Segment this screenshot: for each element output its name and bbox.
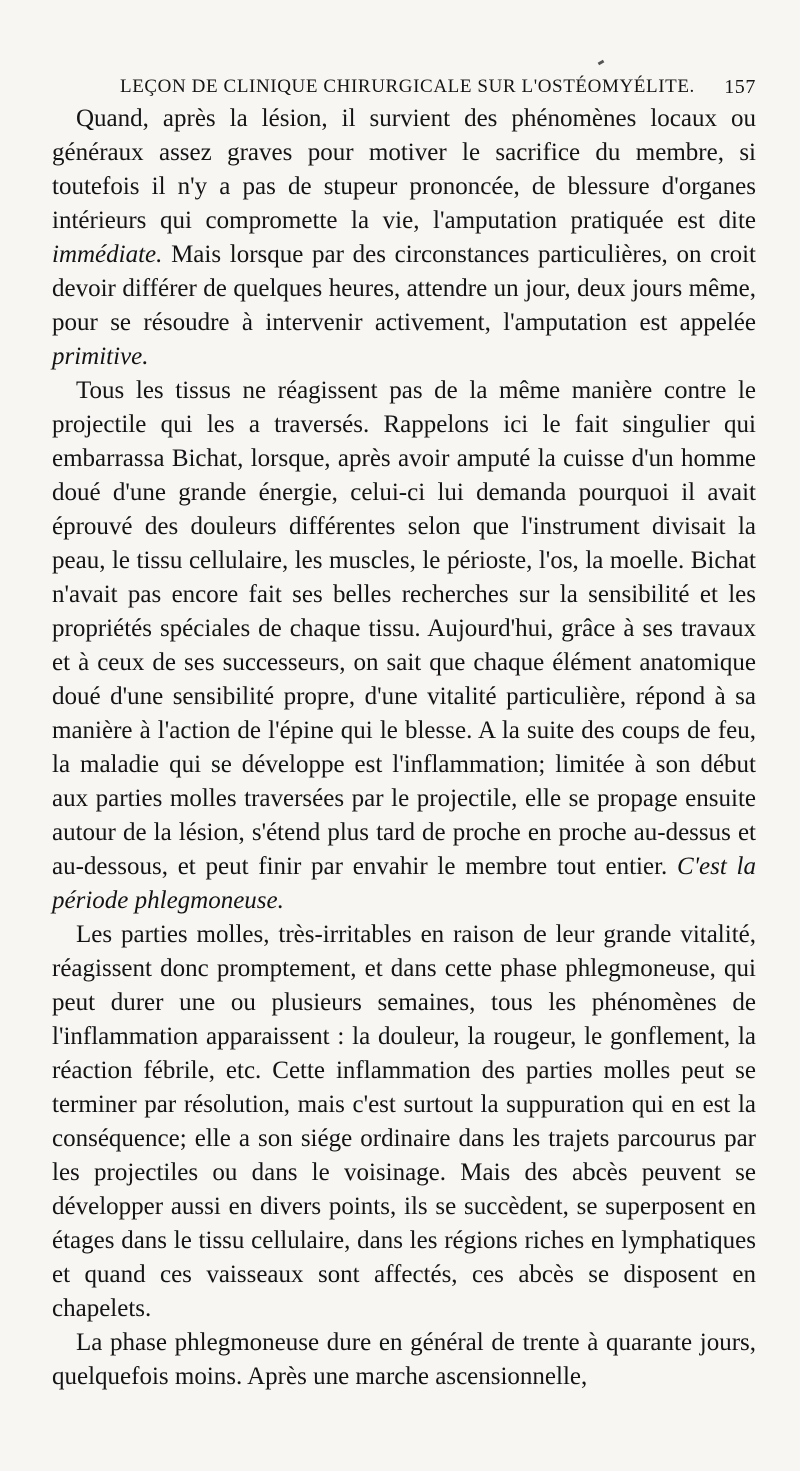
phrase-periode-phlegmoneuse: C'est la période phlegmoneuse.	[52, 853, 756, 914]
paragraph-3: Les parties molles, très-irritables en raison de leur grande vitalité, réagissent donc promptement, et dans cette phase phlegmoneuse, qui peut durer une ou plusieurs semaines, tous les phénomènes de l'inflammation apparaissent : la douleur, la rougeur, le gonflement, la réaction fébrile, etc. Cette inflammation des parties molles peut se terminer par résolution, mais c'est surtout la suppuration qui en est la conséquence; elle a son siége ordinaire dans les trajets parcourus par les projectiles ou dans le voisinage. Mais des abcès peuvent se développer aussi en divers points, ils se succèdent, se superposent en étages dans le tissu cellulaire, dans les régions riches en lymphatiques et quand ces vaisseaux sont affectés, ces abcès se disposent en chapelets.	[52, 921, 756, 1322]
page-number: 157	[724, 76, 756, 98]
page-header	[52, 70, 756, 102]
body-text	[52, 102, 756, 1394]
paragraph-2: Tous les tissus ne réagissent pas de la même manière contre le projectile qui les a traversés. Rappelons ici le fait singulier qui embarrassa Bichat, lorsque, après avoir amputé la cuisse d'un homme doué d'une grande énergie, celui-ci lui demanda pourquoi il avait éprouvé des douleurs différentes selon que l'instrument divisait la peau, le tissu cellulaire, les muscles, le périoste, l'os, la moelle. Bichat n'avait pas encore fait ses belles recherches sur la sensibilité et les propriétés spéciales de chaque tissu. Aujourd'hui, grâce à ses travaux et à ceux de ses successeurs, on sait que chaque élément anatomique doué d'une sensibilité propre, d'une vitalité particulière, répond à sa manière à l'action de l'épine qui le blesse. A la suite des coups de feu, la maladie qui se développe est l'inflammation; limitée à son début aux parties molles traversées par le projectile, elle se propage ensuite autour de la lésion, s'étend plus tard de proche en proche au-dessus et au-dessous, et peut finir par envahir le membre tout entier. C'est la période phlegmoneuse.	[52, 377, 756, 914]
ink-speck	[598, 60, 605, 66]
paragraph-4: La phase phlegmoneuse dure en général de trente à quarante jours, quelquefois moins. Après une marche ascensionnelle,	[52, 1329, 756, 1390]
running-head: LEÇON DE CLINIQUE CHIRURGICALE SUR L'OSTÉOMYÉLITE.	[120, 76, 695, 97]
paragraph-1: Quand, après la lésion, il survient des phénomènes locaux ou généraux assez graves pour motiver le sacrifice du membre, si toutefois il n'y a pas de stupeur prononcée, de blessure d'organes intérieurs qui compromette la vie, l'amputation pratiquée est dite immédiate. Mais lorsque par des circonstances particulières, on croit devoir différer de quelques heures, attendre un jour, deux jours même, pour se résoudre à intervenir activement, l'amputation est appelée primitive.	[52, 105, 756, 370]
term-primitive: primitive.	[52, 343, 149, 370]
term-immediate: immédiate.	[52, 241, 163, 268]
